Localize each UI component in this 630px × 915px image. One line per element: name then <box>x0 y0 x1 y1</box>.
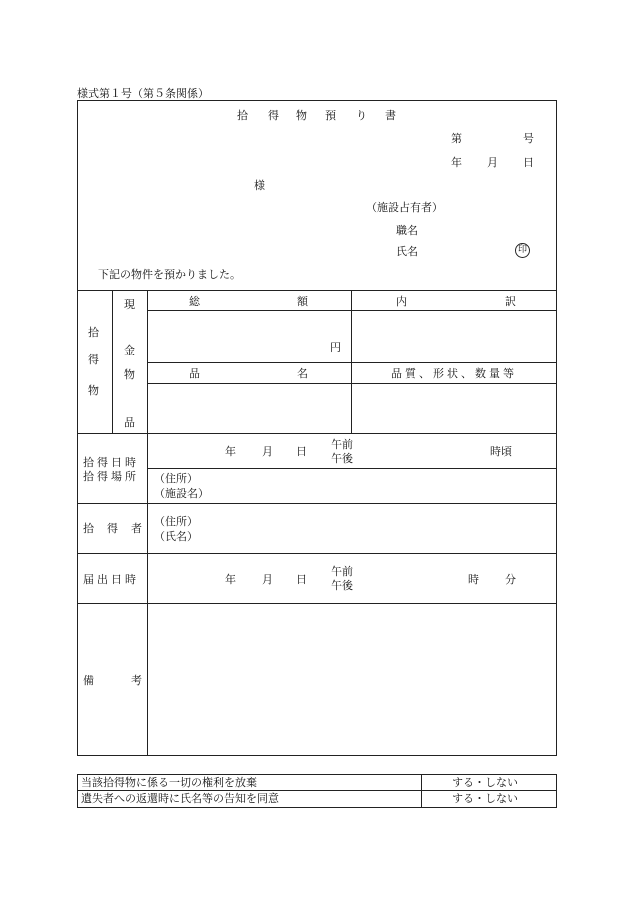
divider <box>147 383 557 384</box>
remarks-field[interactable] <box>150 606 553 752</box>
finder-address-label: （住所） <box>154 515 198 528</box>
cash-label-char: 現 <box>124 298 135 311</box>
consent-option-name-disclosure[interactable]: する・しない <box>452 792 518 805</box>
consent-question-waive-rights: 当該拾得物に係る一切の権利を放棄 <box>81 776 257 789</box>
found-pm-option[interactable]: 午後 <box>331 452 353 465</box>
remarks-label-char: 備 <box>83 674 94 687</box>
breakdown-header-char: 内 <box>396 295 407 308</box>
title-char: り <box>356 109 367 122</box>
finder-label-char: 得 <box>107 522 118 535</box>
statement-text: 下記の物件を預かりました。 <box>98 268 241 281</box>
divider <box>77 603 557 604</box>
finder-label-char: 拾 <box>83 522 94 535</box>
found-address-label: （住所） <box>154 472 198 485</box>
divider <box>147 468 557 469</box>
title-char: 書 <box>385 109 396 122</box>
found-about-time-label: 時頃 <box>490 445 512 458</box>
found-items-label-char: 物 <box>88 384 99 397</box>
report-hour-field[interactable] <box>365 567 460 589</box>
divider <box>77 790 557 791</box>
cash-breakdown-field[interactable] <box>354 313 554 359</box>
found-place-field[interactable] <box>215 471 550 501</box>
title-char: 拾 <box>237 109 248 122</box>
consent-question-name-disclosure: 遺失者への返還時に氏名等の告知を同意 <box>81 792 279 805</box>
finder-info-field[interactable] <box>215 507 550 547</box>
remarks-label-char: 考 <box>131 674 142 687</box>
found-day-label: 日 <box>296 445 307 458</box>
divider <box>77 503 557 504</box>
item-name-field[interactable] <box>150 386 348 430</box>
found-items-label-char: 拾 <box>88 326 99 339</box>
position-label: 職名 <box>396 224 418 237</box>
issue-month-label: 月 <box>487 156 498 169</box>
report-hour-label: 時 <box>468 573 479 586</box>
number-suffix: 号 <box>523 132 534 145</box>
found-hour-field[interactable] <box>365 440 485 462</box>
quality-header: 品質、形状、数量等 <box>391 367 517 380</box>
divider <box>421 774 422 808</box>
title-char: 得 <box>268 109 279 122</box>
number-prefix: 第 <box>451 132 462 145</box>
finder-label-char: 者 <box>131 522 142 535</box>
divider <box>147 310 557 311</box>
consent-option-waive-rights[interactable]: する・しない <box>452 776 518 789</box>
item-name-header-char: 品 <box>189 367 200 380</box>
report-minute-field[interactable] <box>482 567 502 589</box>
report-day-label: 日 <box>296 573 307 586</box>
divider <box>77 290 557 291</box>
item-name-header-char: 名 <box>297 367 308 380</box>
title-char: 預 <box>325 109 336 122</box>
found-items-label-char: 得 <box>88 353 99 366</box>
found-am-option[interactable]: 午前 <box>331 438 353 451</box>
report-year-label: 年 <box>225 573 236 586</box>
found-place-label: 拾得場所 <box>83 470 139 483</box>
addressee-field[interactable] <box>90 175 250 191</box>
found-facility-label: （施設名） <box>154 487 209 500</box>
breakdown-header-char: 訳 <box>505 295 516 308</box>
document-number-field[interactable] <box>465 130 520 145</box>
total-header-char: 総 <box>189 295 200 308</box>
divider <box>147 362 557 363</box>
owner-name-field[interactable] <box>424 242 509 258</box>
issue-year-label: 年 <box>451 156 462 169</box>
divider <box>77 433 557 434</box>
total-amount-field[interactable] <box>150 313 325 359</box>
divider <box>77 553 557 554</box>
item-quality-field[interactable] <box>354 386 554 430</box>
report-pm-option[interactable]: 午後 <box>331 579 353 592</box>
report-datetime-label: 届出日時 <box>83 573 139 586</box>
position-field[interactable] <box>424 221 524 237</box>
addressee-suffix: 様 <box>254 179 265 192</box>
goods-label-char: 物 <box>124 368 135 381</box>
found-datetime-label: 拾得日時 <box>83 456 139 469</box>
cash-label-char: 金 <box>124 344 135 357</box>
divider <box>147 290 148 756</box>
issue-day-label: 日 <box>523 156 534 169</box>
goods-label-char: 品 <box>124 416 135 429</box>
owner-name-label: 氏名 <box>396 245 418 258</box>
facility-owner-label: （施設占有者） <box>366 201 443 214</box>
report-am-option[interactable]: 午前 <box>331 565 353 578</box>
form-reference: 様式第１号（第５条関係） <box>77 87 209 100</box>
total-header-char: 額 <box>297 295 308 308</box>
finder-name-label: （氏名） <box>154 530 198 543</box>
found-year-label: 年 <box>225 445 236 458</box>
report-month-label: 月 <box>262 573 273 586</box>
seal-mark: 印 <box>515 243 530 258</box>
divider <box>112 290 113 433</box>
yen-unit: 円 <box>330 341 341 354</box>
title-char: 物 <box>296 109 307 122</box>
report-minute-label: 分 <box>505 573 516 586</box>
found-month-label: 月 <box>262 445 273 458</box>
